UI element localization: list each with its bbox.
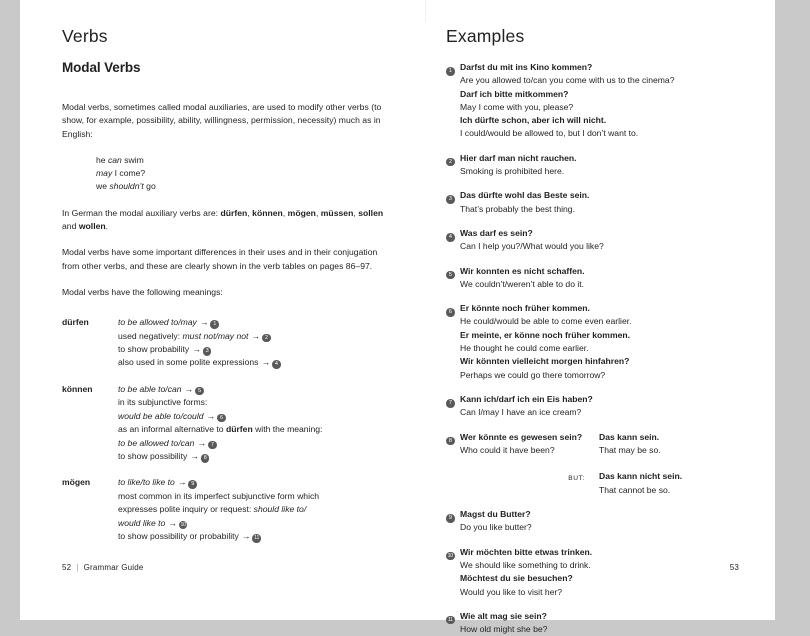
meaning-row: [62, 316, 385, 370]
example-german: Wer könnte es gewesen sein?: [460, 431, 583, 442]
meaning-row: [62, 476, 385, 543]
example-english: Who could it have been?: [460, 444, 555, 455]
example-item: [446, 189, 739, 216]
meaning-definitions: [118, 316, 385, 370]
examples-title: Examples: [446, 26, 525, 46]
example-english: Smoking is prohibited here.: [460, 166, 565, 177]
example-german: Er meinte, er könne noch früher kommen.: [460, 329, 631, 340]
reference-marker-3: 3: [446, 195, 455, 204]
meaning-definition-line: to show possibility or probability → 11: [118, 530, 260, 541]
reference-marker-8: 8: [446, 437, 455, 446]
example-english: That cannot be so.: [599, 484, 671, 495]
auxiliary-verb: können: [252, 207, 283, 218]
meanings-list: [62, 316, 385, 543]
example-german: Kann ich/darf ich ein Eis haben?: [460, 393, 593, 404]
example-content: [460, 431, 739, 497]
example-item: [446, 508, 739, 535]
example-english: He could/would be able to come even earlier.: [460, 316, 632, 327]
english-example-line: we shouldn’t go: [96, 181, 156, 192]
example-item: [446, 61, 739, 141]
example-german: Hier darf man nicht rauchen.: [460, 152, 577, 163]
example-german: Das kann sein.: [599, 431, 660, 442]
meaning-definitions: [118, 476, 385, 543]
example-content: [460, 152, 739, 179]
example-german: Das kann nicht sein.: [599, 471, 683, 482]
auxiliary-verb: müssen: [320, 207, 354, 218]
example-number-marker: [446, 302, 460, 382]
meaning-definition-line: to be able to/can → 5: [118, 383, 385, 396]
meaning-definition-line: used negatively: must not/may not → 2: [118, 330, 385, 343]
example-number-marker: [446, 152, 460, 179]
example-content: [460, 508, 739, 535]
example-item: [446, 265, 739, 292]
reference-marker-5: 5: [446, 271, 455, 280]
example-english: Can I help you?/What would you like?: [460, 241, 604, 252]
meaning-definition-line: most common in its imperfect subjunctive form which: [118, 490, 320, 501]
arrow-icon: →: [190, 450, 199, 461]
reference-marker-1: 1: [210, 320, 219, 329]
meaning-verb: dürfen: [62, 317, 89, 328]
arrow-icon: →: [206, 410, 216, 421]
meaning-verb: können: [62, 383, 93, 394]
meaning-definition-line: to be allowed to/may → 1: [118, 316, 385, 329]
example-item: [446, 393, 739, 420]
example-number-marker: [446, 546, 460, 599]
but-label: BUT:: [568, 474, 585, 482]
example-item: [446, 152, 739, 179]
meaning-verb: mögen: [62, 477, 91, 488]
left-page: [20, 0, 425, 620]
example-english: Can I/may I have an ice cream?: [460, 407, 582, 418]
example-german: Ich dürfte schon, aber ich will nicht.: [460, 115, 607, 126]
example-content: [460, 265, 739, 292]
reference-marker-9: 9: [188, 480, 197, 489]
reference-marker-2: 2: [446, 158, 455, 167]
example-item: [446, 227, 739, 254]
arrow-icon: →: [184, 383, 194, 394]
example-english: Are you allowed to/can you come with us to the cinema?: [460, 75, 675, 86]
example-german: Was darf es sein?: [460, 227, 533, 238]
example-number-marker: [446, 431, 460, 497]
reference-marker-1: 1: [446, 67, 455, 76]
meaning-definition-line: would be able to/could → 6: [118, 410, 385, 423]
page-number-left: 52: [62, 563, 72, 572]
example-german: Wir möchten bitte etwas trinken.: [460, 546, 593, 557]
example-english: That may be so.: [599, 444, 661, 455]
footer-right: [730, 563, 739, 572]
reference-marker-2: 2: [262, 334, 271, 343]
example-english: That’s probably the best thing.: [460, 203, 575, 214]
example-german: Darfst du mit ins Kino kommen?: [460, 62, 593, 72]
reference-marker-11: 11: [254, 534, 260, 541]
auxiliaries-paragraph: In German the modal auxiliary verbs are: dürfen, können, mögen, müssen, sollen and wollen.: [62, 207, 384, 232]
but-row: [460, 470, 739, 497]
meaning-definition-line: would like to → 10: [118, 517, 186, 528]
arrow-icon: →: [168, 517, 177, 528]
arrow-icon: →: [197, 437, 207, 448]
reference-marker-4: 4: [446, 233, 455, 242]
section-title: Modal Verbs: [62, 60, 141, 75]
reference-marker-11: 11: [447, 616, 453, 623]
example-english: I could/would be allowed to, but I don’t want to.: [460, 128, 639, 139]
meaning-definition-line: to show probability → 3: [118, 343, 385, 356]
arrow-icon: →: [241, 530, 251, 541]
example-content: [460, 546, 739, 599]
example-content: [460, 393, 739, 420]
example-item: [446, 431, 739, 497]
reference-marker-10: 10: [180, 521, 186, 528]
example-german: Magst du Butter?: [460, 509, 531, 520]
example-column-left: [460, 431, 599, 458]
intro-paragraph: Modal verbs, sometimes called modal auxiliaries, are used to modify other verbs (to show, for example, possibility, ability, willingness, permission, necessity) much as in English:: [62, 102, 382, 139]
example-content: [460, 227, 739, 254]
example-content: [460, 302, 739, 382]
meaning-definition-line: expresses polite inquiry or request: should like to/: [118, 504, 307, 515]
example-number-marker: [446, 610, 460, 636]
reference-marker-3: 3: [203, 347, 212, 356]
example-item: [446, 610, 739, 636]
footer-separator: |: [76, 563, 79, 572]
example-content: [460, 610, 739, 636]
meaning-definition-line: in its subjunctive forms:: [118, 397, 208, 408]
reference-marker-8: 8: [201, 454, 210, 463]
reference-marker-7: 7: [208, 441, 217, 450]
meaning-definition-line: as an informal alternative to dürfen with the meaning:: [118, 424, 323, 435]
examples-list: [446, 61, 739, 636]
arrow-icon: →: [251, 330, 261, 341]
example-german: Darf ich bitte mitkommen?: [460, 88, 569, 99]
example-german: Er könnte noch früher kommen.: [460, 303, 590, 314]
auxiliary-verb: mögen: [287, 207, 316, 218]
example-english: May I come with you, please?: [460, 101, 574, 112]
example-english: How old might she be?: [460, 624, 548, 635]
book-spread: [20, 0, 775, 635]
example-english: He thought he could come earlier.: [460, 343, 589, 354]
example-english: Do you like butter?: [460, 522, 532, 533]
example-english: We couldn’t/weren’t able to do it.: [460, 278, 585, 289]
example-english: Perhaps we could go there tomorrow?: [460, 369, 606, 380]
example-german: Wir könnten vielleicht morgen hinfahren?: [460, 356, 630, 367]
arrow-icon: →: [261, 357, 271, 368]
example-number-marker: [446, 265, 460, 292]
english-example-line: he can swim: [96, 154, 144, 165]
example-item: [446, 546, 739, 599]
example-english: Would you like to visit her?: [460, 586, 563, 597]
reference-marker-4: 4: [272, 360, 281, 369]
example-number-marker: [446, 508, 460, 535]
example-german: Wie alt mag sie sein?: [460, 610, 547, 621]
meanings-lead: Modal verbs have the following meanings:: [62, 286, 223, 297]
example-number-marker: [446, 189, 460, 216]
right-page: [425, 0, 775, 635]
meaning-row: [62, 383, 385, 463]
footer-left: [62, 563, 144, 572]
page-number-right: 53: [729, 563, 739, 572]
reference-marker-7: 7: [446, 399, 455, 408]
example-columns: [460, 431, 739, 458]
example-item: [446, 302, 739, 382]
auxiliary-verb: sollen: [358, 207, 384, 218]
arrow-icon: →: [177, 477, 187, 488]
example-number-marker: [446, 393, 460, 420]
reference-marker-10: 10: [447, 552, 453, 559]
footer-book-section: Grammar Guide: [83, 563, 144, 572]
meaning-definitions: [118, 383, 385, 463]
example-content: [460, 189, 739, 216]
example-number-marker: [446, 227, 460, 254]
example-german: Das dürfte wohl das Beste sein.: [460, 190, 590, 201]
meaning-definition-line: to show possibility → 8: [118, 450, 385, 463]
meaning-definition-line: to be allowed to/can → 7: [118, 437, 385, 450]
meaning-definition-line: also used in some polite expressions → 4: [118, 356, 385, 369]
auxiliary-verb: dürfen: [220, 207, 248, 218]
example-column-right: [599, 431, 739, 458]
but-lines: [599, 470, 739, 497]
reference-marker-9: 9: [446, 514, 455, 523]
differences-paragraph: Modal verbs have some important differences in their uses and in their conjugation from other verbs, and these are clearly shown in the verb tables on pages 86–97.: [62, 247, 378, 271]
reference-marker-5: 5: [195, 387, 204, 396]
example-content: [460, 61, 739, 141]
auxiliary-verb: wollen: [78, 221, 106, 232]
arrow-icon: →: [192, 344, 201, 355]
reference-marker-6: 6: [446, 308, 455, 317]
meaning-definition-line: to like/to like to → 9: [118, 476, 385, 489]
example-number-marker: [446, 61, 460, 141]
example-english: We should like something to drink.: [460, 559, 591, 570]
english-example-line: may I come?: [96, 168, 146, 179]
example-german: Möchtest du sie besuchen?: [460, 573, 573, 584]
english-examples-block: [96, 154, 385, 194]
arrow-icon: →: [199, 317, 209, 328]
example-german: Wir konnten es nicht schaffen.: [460, 265, 585, 276]
chapter-title: Verbs: [62, 26, 108, 46]
reference-marker-6: 6: [217, 414, 226, 423]
